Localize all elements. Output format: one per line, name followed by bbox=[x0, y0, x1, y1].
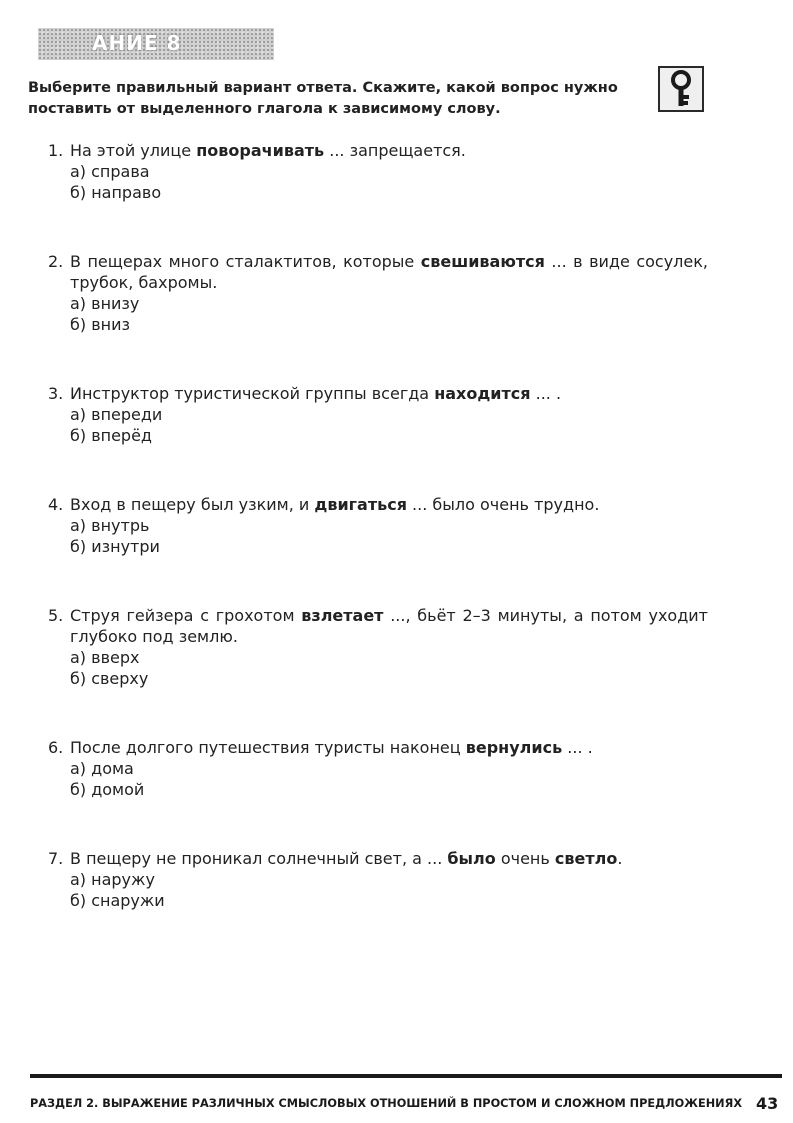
question-stem: Вход в пещеру был узким, и двигаться ... было очень трудно. bbox=[70, 495, 600, 514]
option-b: б) снаружи bbox=[70, 891, 165, 910]
question-5 bbox=[48, 605, 708, 689]
question-stem: В пещерах много сталактитов, которые свешиваются ... в виде сосулек, трубок, бахромы. bbox=[70, 252, 708, 292]
option-a: а) наружу bbox=[70, 870, 155, 889]
question-stem: Инструктор туристической группы всегда находится ... . bbox=[70, 384, 562, 403]
option-b: б) домой bbox=[70, 780, 145, 799]
question-7 bbox=[48, 848, 708, 911]
key-icon bbox=[658, 66, 704, 112]
question-number: 3. bbox=[48, 384, 64, 403]
question-4 bbox=[48, 494, 708, 557]
question-stem: На этой улице поворачивать ... запрещается. bbox=[70, 141, 466, 160]
option-a: а) впереди bbox=[70, 405, 163, 424]
option-a: а) вверх bbox=[70, 648, 140, 667]
highlighted-word: было bbox=[447, 849, 496, 868]
option-a: а) внизу bbox=[70, 294, 140, 313]
question-list bbox=[48, 140, 708, 911]
highlighted-word: светло bbox=[554, 849, 618, 868]
task-header-banner bbox=[38, 28, 274, 60]
question-stem: Струя гейзера с грохотом взлетает ..., бьёт 2–3 минуты, а потом уходит глубоко под землю. bbox=[70, 606, 708, 646]
highlighted-verb: взлетает bbox=[301, 606, 384, 625]
highlighted-verb: двигаться bbox=[314, 495, 407, 514]
option-b: б) вниз bbox=[70, 315, 130, 334]
option-b: б) направо bbox=[70, 183, 162, 202]
instruction-line-2: поставить от выделенного глагола к зависимому слову. bbox=[28, 101, 501, 117]
question-number: 7. bbox=[48, 849, 64, 868]
question-stem: После долгого путешествия туристы наконец вернулись ... . bbox=[70, 738, 593, 757]
question-6 bbox=[48, 737, 708, 800]
task-header-label: АНИЕ 8 bbox=[92, 31, 182, 55]
footer-section-title: РАЗДЕЛ 2. ВЫРАЖЕНИЕ РАЗЛИЧНЫХ СМЫСЛОВЫХ ОТНОШЕНИЙ В ПРОСТОМ И СЛОЖНОМ ПРЕДЛОЖЕНИЯХ bbox=[30, 1097, 743, 1110]
highlighted-verb: поворачивать bbox=[196, 141, 325, 160]
option-b: б) вперёд bbox=[70, 426, 152, 445]
footer-divider bbox=[30, 1074, 782, 1078]
question-2 bbox=[48, 251, 708, 335]
highlighted-verb: вернулись bbox=[465, 738, 563, 757]
question-number: 2. bbox=[48, 252, 64, 271]
highlighted-verb: находится bbox=[434, 384, 531, 403]
question-number: 5. bbox=[48, 606, 64, 625]
option-a: а) справа bbox=[70, 162, 150, 181]
question-3 bbox=[48, 383, 708, 446]
option-a: а) внутрь bbox=[70, 516, 150, 535]
task-instruction bbox=[28, 78, 628, 120]
question-1 bbox=[48, 140, 708, 203]
highlighted-verb: свешиваются bbox=[420, 252, 545, 271]
option-b: б) изнутри bbox=[70, 537, 160, 556]
question-number: 6. bbox=[48, 738, 64, 757]
instruction-line-1: Выберите правильный вариант ответа. Скажите, какой вопрос нужно bbox=[28, 80, 618, 96]
question-stem: В пещеру не проникал солнечный свет, а ... было очень светло. bbox=[70, 849, 623, 868]
option-a: а) дома bbox=[70, 759, 134, 778]
question-number: 4. bbox=[48, 495, 64, 514]
page-number: 43 bbox=[756, 1094, 779, 1113]
question-number: 1. bbox=[48, 141, 64, 160]
option-b: б) сверху bbox=[70, 669, 149, 688]
